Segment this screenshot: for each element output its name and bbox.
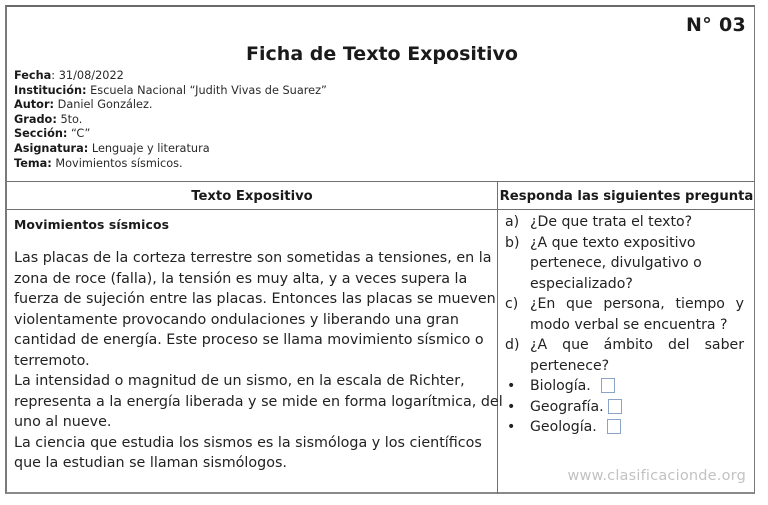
page-title: Ficha de Texto Expositivo <box>246 43 518 65</box>
field-value: Movimientos sísmicos. <box>55 156 183 170</box>
field-grado: Grado: 5to. <box>14 112 83 126</box>
text-body: Las placas de la corteza terrestre son sometidas a tensiones, en la zona de roce (falla), la tensión es muy alta, y a veces supera la fuerza de sujeción entre las placas. Entonces las placas se mueven violentamente provocando ondulaciones y liberando una gran cantidad de energía. Este proceso se llama movimiento sísmico o terremoto. La intensidad o magnitud de un sismo, en la escala de Richter, representa a la energía liberada y se mide en forma logarítmica, del uno al nueve. La ciencia que estudia los sismos es la sismóloga y los científicos que la estudian se llaman sismólogos. <box>14 250 503 471</box>
field-value: “C” <box>70 127 91 141</box>
question-a: a) ¿De que trata el texto? <box>505 214 693 230</box>
option-biologia: • Biología. <box>498 376 750 397</box>
column-header-text: Texto Expositivo <box>191 189 313 204</box>
option-geografia: • Geografía. <box>498 397 750 418</box>
info-fields <box>14 69 327 171</box>
field-asignatura: Asignatura: Lenguaje y literatura <box>14 141 210 155</box>
text-subtitle: Movimientos sísmicos <box>14 217 170 232</box>
bullet-icon: • <box>507 419 516 435</box>
checkbox[interactable] <box>601 378 615 393</box>
field-fecha: Fecha: 31/08/2022 <box>14 69 124 82</box>
column-header-questions: Responda las siguientes pregunta <box>499 189 754 204</box>
bullet-icon: • <box>507 378 516 394</box>
question-d: d) ¿A que ámbito del saber pertenece? <box>505 337 744 374</box>
field-seccion: Sección: “C” <box>14 127 91 141</box>
field-value: Escuela Nacional “Judith Vivas de Suarez” <box>90 83 327 97</box>
field-autor: Autor: Daniel González. <box>14 98 153 112</box>
question-b: b) ¿A que texto expositivo pertenece, divulgativo o especializado? <box>505 234 702 292</box>
questions-list <box>498 212 750 438</box>
worksheet <box>5 5 755 494</box>
table-top-divider <box>7 181 755 182</box>
watermark: www.clasificacionde.org <box>567 468 746 484</box>
field-value: 31/08/2022 <box>58 69 124 82</box>
question-c: c) ¿En que persona, tiempo y modo verbal se encuentra ? <box>505 296 744 333</box>
field-institucion: Institución: Escuela Nacional “Judith Vivas de Suarez” <box>14 83 327 97</box>
bullet-icon: • <box>507 398 516 415</box>
field-value: Daniel González. <box>57 98 153 112</box>
field-value: 5to. <box>60 112 83 126</box>
field-value: Lenguaje y literatura <box>91 141 210 155</box>
option-geologia: • Geología. <box>498 417 750 438</box>
checkbox[interactable] <box>608 399 622 414</box>
checkbox[interactable] <box>607 419 621 434</box>
sheet-number: N° 03 <box>686 14 746 36</box>
field-tema: Tema: Movimientos sísmicos. <box>14 156 183 170</box>
expository-text <box>14 214 503 474</box>
